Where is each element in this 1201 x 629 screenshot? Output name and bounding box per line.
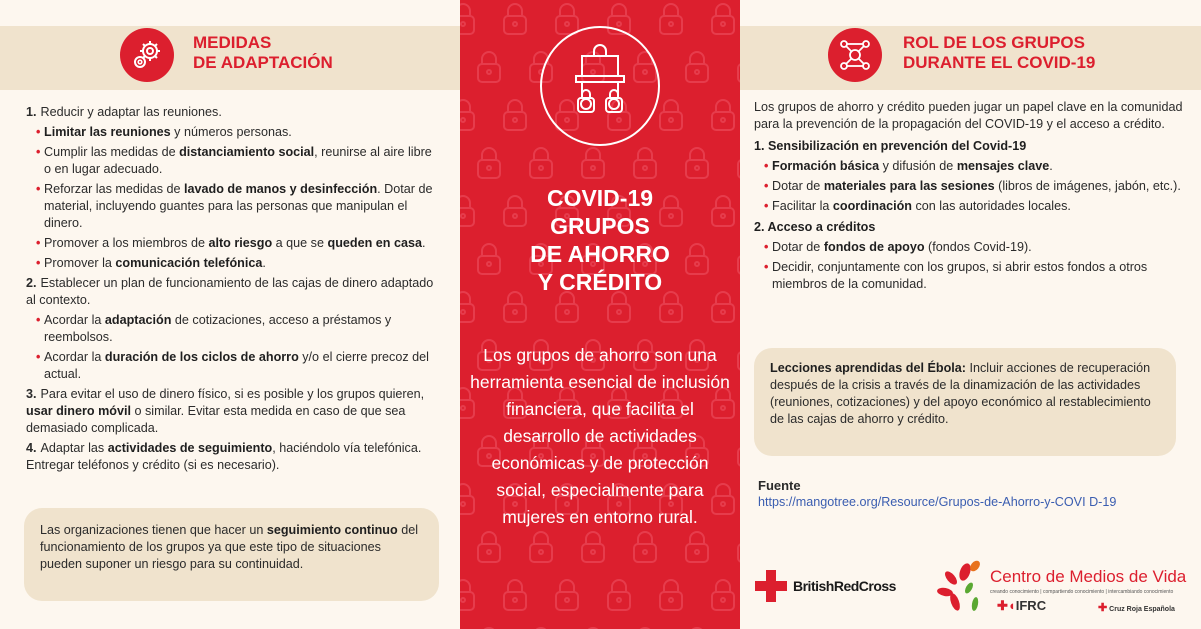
source-label: Fuente: [758, 478, 801, 493]
center-body: Los grupos de ahorro son una herramienta esencial de inclusión financiera, que facilita el desarrollo de actividades económicas y de protección social, especialmente para mujeres en entorno rural.: [470, 345, 730, 527]
list-item: 4. Adaptar las actividades de seguimiento, haciéndolo vía telefónica. Entregar teléfonos y crédito (si es necesario).: [26, 441, 422, 472]
network-icon: [828, 28, 882, 82]
list-subitem: • Cumplir las medidas de distanciamiento social, reunirse al aire libre o en lugar adecuado.: [36, 145, 432, 176]
cashbox-padlock-icon: [542, 28, 658, 144]
centro-medios-vida-title: Centro de Medios de Vida: [990, 567, 1187, 586]
list-heading: 2. Acceso a créditos: [754, 220, 876, 234]
list-subitem: • Dotar de fondos de apoyo (fondos Covid-19).: [764, 240, 1032, 254]
list-subitem: • Dotar de materiales para las sesiones (libros de imágenes, jabón, etc.).: [764, 179, 1181, 193]
intro-text: Los grupos de ahorro y crédito pueden jugar un papel clave en la comunidad para la prevención de la propagación del COVID-19 y el acceso a crédito.: [754, 100, 1183, 131]
left-panel: [0, 0, 460, 629]
centro-medios-vida-tagline: creando conocimiento | compartiendo conocimiento | intercambiando conocimiento: [990, 589, 1174, 595]
center-title: COVID-19 GRUPOS DE AHORRO Y CRÉDITO: [530, 185, 670, 295]
list-subitem: • Facilitar la coordinación con las autoridades locales.: [764, 199, 1071, 213]
list-subitem: • Decidir, conjuntamente con los grupos, si abrir estos fondos a otros miembros de la comunidad.: [764, 260, 1148, 291]
list-subitem: • Formación básica y difusión de mensajes clave.: [764, 159, 1053, 173]
gears-icon: [120, 28, 174, 82]
list-item: 3. Para evitar el uso de dinero físico, si es posible y los grupos quieren, usar dinero móvil o similar. Evitar esta medida en caso de que sea demasiado complicada.: [26, 387, 425, 435]
left-title: MEDIDAS DE ADAPTACIÓN: [193, 33, 333, 72]
cruz-roja-logo: ✚ Cruz Roja Española: [1098, 602, 1175, 614]
followup-note: Las organizaciones tienen que hacer un seguimiento continuo del funcionamiento de los grupos ya que este tipo de situaciones pueden suponer un riesgo para su continuidad.: [24, 508, 439, 601]
source-link[interactable]: https://mangotree.org/Resource/Grupos-de-Ahorro-y-COVI D-19: [758, 495, 1117, 509]
ebola-lessons-note: Lecciones aprendidas del Ébola: Incluir acciones de recuperación después de la crisis a través de la dinamización de las actividades (reuniones, cotizaciones) y del apoyo económico al restablecimiento de las cajas de ahorro y crédito.: [754, 348, 1176, 456]
right-title: ROL DE LOS GRUPOS DURANTE EL COVID-19: [903, 33, 1096, 72]
list-subitem: • Acordar la adaptación de cotizaciones, acceso a préstamos y reembolsos.: [36, 313, 392, 344]
ifrc-logo: ✚◖IFRC: [997, 598, 1047, 613]
cruz-roja-cross-icon: ✚: [1098, 602, 1108, 614]
list-subitem: • Promover la comunicación telefónica.: [36, 256, 266, 270]
centro-medios-vida-leaf-icon: [935, 560, 990, 615]
center-panel: [460, 0, 740, 629]
list-subitem: • Acordar la duración de los ciclos de ahorro y/o el cierre precoz del actual.: [36, 350, 429, 381]
center-circle: [540, 26, 660, 146]
ifrc-cross-icon: ✚◖: [997, 598, 1016, 613]
list-subitem: • Limitar las reuniones y números personas.: [36, 125, 292, 139]
list-heading: 1. Sensibilización en prevención del Covid-19: [754, 139, 1027, 153]
roles-list: [754, 99, 1184, 293]
right-panel: [740, 0, 1201, 629]
list-item: 1. Reducir y adaptar las reuniones.: [26, 105, 222, 119]
list-item: 2. Establecer un plan de funcionamiento de las cajas de dinero adaptado al contexto.: [26, 276, 434, 307]
measures-list: [26, 101, 440, 474]
red-cross-icon: [755, 570, 787, 602]
list-subitem: • Promover a los miembros de alto riesgo a que se queden en casa.: [36, 236, 426, 250]
list-subitem: • Reforzar las medidas de lavado de manos y desinfección. Dotar de material, incluyendo guantes para las personas que manipulan el dinero.: [36, 182, 433, 230]
british-red-cross-logo: BritishRedCross: [755, 570, 896, 602]
